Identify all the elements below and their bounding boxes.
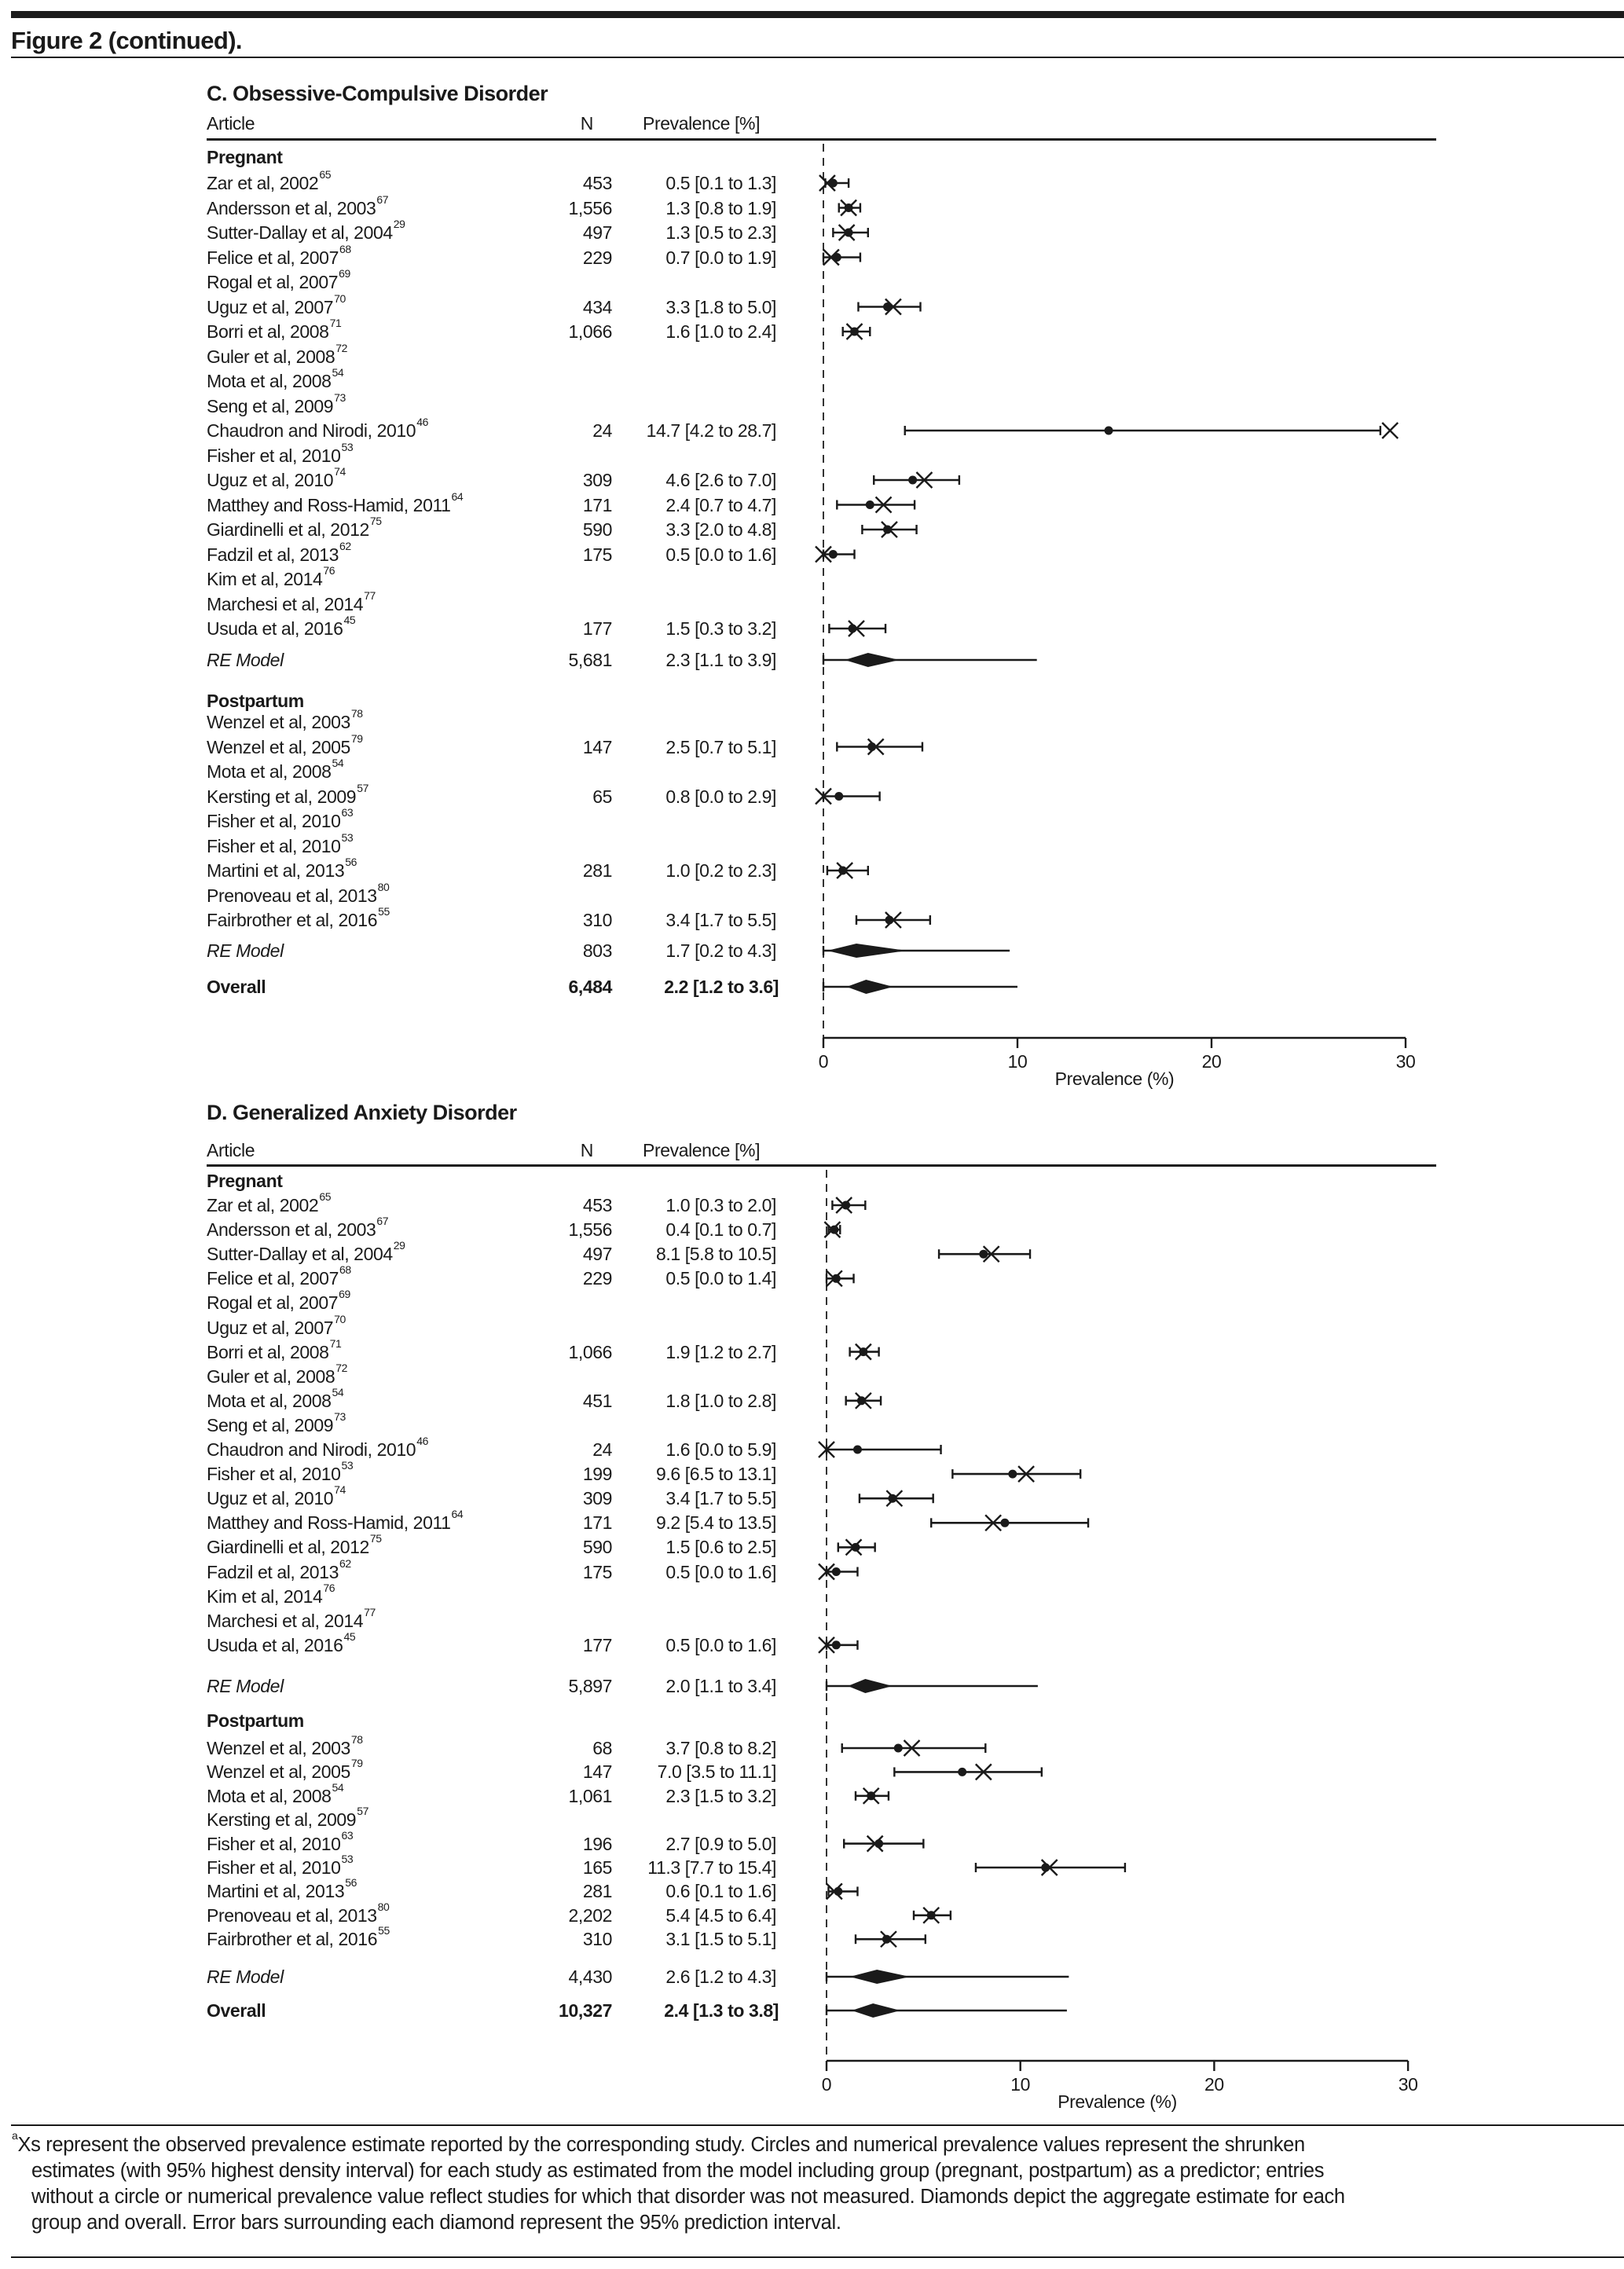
study-n: 175 [582,1561,612,1582]
study-reference: 54 [332,366,344,379]
study-prevalence: 1.3 [0.8 to 1.9] [665,197,776,218]
study-name: Fadzil et al, 2013 [207,544,339,565]
study-reference: 54 [332,1780,344,1794]
group-label: Postpartum [207,1710,304,1731]
overall-prevalence: 2.4 [1.3 to 3.8] [664,2000,779,2021]
overall-diamond [847,980,893,994]
study-prevalence: 0.8 [0.0 to 2.9] [665,786,776,807]
study-reference: 64 [451,1508,464,1521]
study-n: 177 [582,618,612,639]
study-name: Fairbrother et al, 2016 [207,1929,378,1950]
study-name: Uguz et al, 2010 [207,470,334,490]
study-name: Fisher et al, 2010 [207,445,341,466]
group-label: Postpartum [207,691,304,711]
study-reference: 73 [334,1409,346,1423]
shrunken-estimate-point [1105,427,1113,435]
study-name: Chaudron and Nirodi, 2010 [207,420,416,441]
group-label: Pregnant [207,147,283,167]
study-prevalence: 3.4 [1.7 to 5.5] [665,1488,776,1509]
study-reference: 68 [339,242,351,255]
re-model-diamond [827,944,907,958]
study-prevalence: 0.7 [0.0 to 1.9] [665,247,776,268]
overall-diamond [852,2003,900,2018]
study-reference: 53 [341,1459,354,1472]
x-tick-label: 10 [1010,2074,1031,2095]
study-name: Chaudron and Nirodi, 2010 [207,1439,416,1460]
study-n: 177 [582,1634,612,1655]
study-name: Wenzel et al, 2005 [207,736,350,757]
overall-n: 10,327 [559,2000,612,2021]
study-name: Giardinelli et al, 2012 [207,519,369,540]
re-model-prevalence: 2.6 [1.2 to 4.3] [665,1967,776,1987]
column-header-n: N [580,113,593,134]
study-name: Mota et al, 2008 [207,761,332,782]
study-prevalence: 3.1 [1.5 to 5.1] [665,1929,776,1950]
study-n: 1,066 [568,1341,612,1362]
study-name: Kersting et al, 2009 [207,1809,357,1831]
study-name: Kim et al, 2014 [207,569,323,589]
study-prevalence: 3.3 [1.8 to 5.0] [665,296,776,317]
re-model-label: RE Model [207,1967,284,1987]
study-name: Fisher et al, 2010 [207,835,341,856]
study-n: 171 [582,1512,612,1534]
study-reference: 57 [357,1805,368,1818]
study-name: Matthey and Ross-Hamid, 2011 [207,494,451,515]
study-reference: 57 [357,781,368,794]
study-prevalence: 0.5 [0.1 to 1.3] [665,173,776,193]
study-prevalence: 1.6 [0.0 to 5.9] [665,1439,776,1460]
x-axis-label: Prevalence (%) [1058,2091,1177,2112]
study-prevalence: 5.4 [4.5 to 6.4] [665,1904,776,1926]
study-reference: 54 [332,757,344,769]
shrunken-estimate-point [853,1446,862,1454]
re-model-prevalence: 2.3 [1.1 to 3.9] [665,650,776,670]
study-n: 309 [582,1488,612,1509]
study-reference: 53 [341,830,354,844]
study-reference: 69 [339,1288,350,1301]
panel-title: D. Generalized Anxiety Disorder [207,1101,517,1124]
study-name: Mota et al, 2008 [207,371,332,391]
x-axis-label: Prevalence (%) [1054,1069,1175,1089]
group-label: Pregnant [207,1171,283,1191]
column-header-article: Article [207,113,255,134]
study-reference: 54 [332,1385,344,1398]
study-reference: 55 [378,905,390,918]
study-n: 590 [582,519,612,540]
column-header-prevalence: Prevalence [%] [643,1140,761,1160]
re-model-label: RE Model [207,1676,284,1696]
study-name: Martini et al, 2013 [207,860,345,881]
study-prevalence: 0.5 [0.0 to 1.6] [665,1561,776,1582]
study-name: Guler et al, 2008 [207,346,335,367]
study-prevalence: 3.4 [1.7 to 5.5] [665,910,776,930]
study-n: 497 [582,222,612,243]
study-n: 497 [582,1244,612,1265]
study-reference: 62 [339,539,351,552]
study-prevalence: 0.5 [0.0 to 1.6] [665,1634,776,1655]
study-reference: 79 [350,1757,363,1770]
study-name: Andersson et al, 2003 [207,197,376,218]
study-n: 199 [582,1464,612,1485]
study-n: 24 [592,420,612,441]
footnote-marker: a [12,2129,18,2142]
study-name: Uguz et al, 2007 [207,296,334,317]
study-name: Rogal et al, 2007 [207,1292,339,1314]
study-n: 68 [592,1738,612,1758]
study-name: Marchesi et al, 2014 [207,1610,364,1631]
footnote-line-4: group and overall. Error bars surrounding each diamond represent the 95% prediction interval. [31,2212,841,2234]
study-name: Seng et al, 2009 [207,1414,334,1435]
shrunken-estimate-point [908,476,917,485]
study-n: 65 [592,786,612,807]
study-reference: 53 [341,440,354,453]
study-name: Rogal et al, 2007 [207,272,339,292]
study-prevalence: 2.3 [1.5 to 3.2] [665,1785,776,1806]
study-prevalence: 14.7 [4.2 to 28.7] [646,420,776,441]
study-reference: 62 [339,1556,351,1570]
study-name: Mota et al, 2008 [207,1390,332,1411]
study-prevalence: 3.3 [2.0 to 4.8] [665,519,776,540]
x-tick-label: 30 [1398,2074,1418,2095]
study-n: 1,556 [568,1219,612,1241]
study-reference: 70 [334,1312,346,1325]
study-name: Uguz et al, 2007 [207,1317,334,1338]
study-name: Fisher et al, 2010 [207,1857,341,1878]
study-reference: 69 [339,267,350,280]
shrunken-estimate-point [979,1250,988,1259]
column-header-prevalence: Prevalence [%] [643,113,761,134]
study-name: Felice et al, 2007 [207,247,339,268]
study-n: 453 [582,173,612,193]
shrunken-estimate-point [894,1744,903,1753]
study-reference: 77 [364,1605,376,1618]
study-reference: 80 [377,1900,390,1913]
study-reference: 46 [416,1435,428,1447]
study-name: Kersting et al, 2009 [207,786,357,807]
study-prevalence: 0.5 [0.0 to 1.6] [665,544,776,565]
study-name: Fisher et al, 2010 [207,1464,341,1485]
study-n: 453 [582,1195,612,1215]
study-reference: 45 [343,614,356,626]
study-n: 2,202 [568,1904,612,1926]
re-model-label: RE Model [207,650,284,670]
study-prevalence: 1.3 [0.5 to 2.3] [665,222,776,243]
study-name: Borri et al, 2008 [207,321,329,342]
study-reference: 73 [334,390,346,404]
study-prevalence: 7.0 [3.5 to 11.1] [657,1761,776,1783]
column-header-article: Article [207,1140,255,1160]
study-reference: 74 [334,1483,346,1497]
study-reference: 29 [393,1239,405,1252]
study-prevalence: 2.7 [0.9 to 5.0] [665,1833,776,1854]
footnote-line-2: estimates (with 95% highest density interval) for each study as estimated from the model including group (pregnant, postpartum) as a predictor; entries [31,2160,1325,2182]
study-n: 165 [582,1857,612,1878]
re-model-prevalence: 1.7 [0.2 to 4.3] [665,940,776,961]
x-tick-label: 30 [1395,1051,1416,1072]
study-name: Zar et al, 2002 [207,1195,319,1215]
column-header-n: N [580,1140,593,1160]
footnote-bottom-rule [11,2256,1624,2258]
footnote-top-rule [11,2124,1624,2126]
shrunken-estimate-point [1000,1519,1009,1527]
study-prevalence: 1.0 [0.3 to 2.0] [665,1195,776,1215]
study-n: 310 [582,910,612,930]
x-tick-label: 0 [818,1051,829,1072]
figure-title: Figure 2 (continued). [11,27,242,54]
study-reference: 77 [364,588,376,602]
study-n: 434 [582,296,612,317]
study-name: Usuda et al, 2016 [207,1634,343,1655]
study-name: Sutter-Dallay et al, 2004 [207,222,393,243]
study-n: 309 [582,470,612,490]
study-reference: 63 [341,806,354,819]
observed-estimate-x [1382,423,1398,438]
study-name: Wenzel et al, 2003 [207,712,350,732]
study-prevalence: 4.6 [2.6 to 7.0] [665,470,776,490]
study-reference: 71 [329,1336,342,1350]
study-prevalence: 1.5 [0.6 to 2.5] [665,1537,776,1558]
study-prevalence: 9.2 [5.4 to 13.5] [655,1512,776,1534]
study-name: Sutter-Dallay et al, 2004 [207,1244,393,1265]
study-reference: 76 [323,1581,335,1594]
study-name: Guler et al, 2008 [207,1365,335,1387]
re-model-diamond [850,1970,910,1984]
study-prevalence: 0.5 [0.0 to 1.4] [665,1268,776,1289]
study-reference: 64 [451,489,464,503]
study-n: 196 [582,1833,612,1854]
x-tick-label: 20 [1201,1051,1222,1072]
study-name: Martini et al, 2013 [207,1881,345,1902]
study-name: Fairbrother et al, 2016 [207,910,378,930]
study-reference: 56 [345,1876,357,1890]
study-n: 147 [582,736,612,757]
study-reference: 74 [334,465,346,478]
study-name: Fisher et al, 2010 [207,811,341,831]
footnote [11,2129,1614,2236]
re-model-n: 5,897 [568,1676,612,1696]
study-reference: 78 [350,707,363,720]
study-prevalence: 1.8 [1.0 to 2.8] [665,1390,776,1411]
study-prevalence: 2.5 [0.7 to 5.1] [665,736,776,757]
study-prevalence: 1.6 [1.0 to 2.4] [665,321,776,342]
study-reference: 79 [350,731,363,745]
study-name: Andersson et al, 2003 [207,1219,376,1241]
re-model-n: 5,681 [568,650,612,670]
study-n: 147 [582,1761,612,1783]
study-prevalence: 3.7 [0.8 to 8.2] [665,1738,776,1758]
study-reference: 68 [339,1263,351,1277]
study-name: Matthey and Ross-Hamid, 2011 [207,1512,451,1534]
study-name: Usuda et al, 2016 [207,618,343,639]
re-model-diamond [848,1679,893,1693]
study-reference: 72 [335,1361,348,1374]
study-name: Zar et al, 2002 [207,173,319,193]
study-n: 281 [582,860,612,881]
study-n: 1,066 [568,321,612,342]
footnote-text: Xs represent the observed prevalence estimate reported by the corresponding study. Circles and numerical prevalence values represent the shrunken [17,2134,1305,2156]
study-name: Mota et al, 2008 [207,1785,332,1806]
study-reference: 75 [369,515,382,527]
panel-title: C. Obsessive-Compulsive Disorder [207,82,548,105]
study-name: Uguz et al, 2010 [207,1488,334,1509]
study-reference: 78 [350,1733,363,1746]
study-reference: 71 [329,317,342,329]
shrunken-estimate-point [832,1567,841,1576]
study-reference: 55 [378,1924,390,1937]
footnote-line-3: without a circle or numerical prevalence value reflect studies for which that disorder was not measured. Diamonds depict the aggregate estimate for each [31,2186,1345,2208]
study-name: Borri et al, 2008 [207,1341,329,1362]
shrunken-estimate-point [866,500,874,509]
study-name: Kim et al, 2014 [207,1585,323,1607]
study-name: Prenoveau et al, 2013 [207,885,377,906]
study-n: 590 [582,1537,612,1558]
overall-n: 6,484 [568,977,612,997]
study-n: 229 [582,1268,612,1289]
study-n: 1,061 [568,1785,612,1806]
shrunken-estimate-point [832,1640,841,1649]
overall-label: Overall [207,977,266,997]
study-name: Fadzil et al, 2013 [207,1561,339,1582]
study-prevalence: 2.4 [0.7 to 4.7] [665,494,776,515]
re-model-n: 4,430 [568,1967,612,1987]
study-prevalence: 11.3 [7.7 to 15.4] [647,1857,776,1878]
study-prevalence: 9.6 [6.5 to 13.1] [655,1464,776,1485]
study-prevalence: 0.6 [0.1 to 1.6] [665,1881,776,1902]
study-name: Felice et al, 2007 [207,1268,339,1289]
re-model-prevalence: 2.0 [1.1 to 3.4] [665,1676,776,1696]
study-name: Marchesi et al, 2014 [207,593,364,614]
shrunken-estimate-point [834,792,843,801]
study-reference: 76 [323,564,335,577]
study-reference: 65 [319,168,332,181]
overall-prevalence: 2.2 [1.2 to 3.6] [664,977,779,997]
study-prevalence: 0.4 [0.1 to 0.7] [665,1219,776,1241]
study-reference: 29 [393,218,405,230]
study-n: 171 [582,494,612,515]
study-reference: 70 [334,291,346,305]
study-n: 281 [582,1881,612,1902]
study-reference: 46 [416,416,428,428]
study-reference: 56 [345,856,357,868]
x-tick-label: 0 [821,2074,832,2095]
study-reference: 67 [376,1215,389,1228]
re-model-diamond [845,653,899,667]
study-name: Giardinelli et al, 2012 [207,1537,369,1558]
shrunken-estimate-point [958,1768,966,1776]
study-reference: 72 [335,341,348,354]
study-reference: 63 [341,1828,354,1842]
study-n: 229 [582,247,612,268]
study-prevalence: 1.0 [0.2 to 2.3] [665,860,776,881]
footnote-line-1 [11,2129,1614,2158]
study-name: Wenzel et al, 2005 [207,1761,350,1783]
study-name: Seng et al, 2009 [207,395,334,416]
x-tick-label: 20 [1204,2074,1224,2095]
study-name: Fisher et al, 2010 [207,1833,341,1854]
study-name: Prenoveau et al, 2013 [207,1904,377,1926]
study-reference: 45 [343,1629,356,1643]
study-reference: 65 [319,1190,332,1203]
study-n: 175 [582,544,612,565]
study-n: 1,556 [568,197,612,218]
shrunken-estimate-point [1008,1470,1017,1479]
study-n: 310 [582,1929,612,1950]
overall-label: Overall [207,2000,266,2021]
study-reference: 75 [369,1532,382,1545]
re-model-n: 803 [582,940,612,961]
study-n: 451 [582,1390,612,1411]
study-n: 24 [592,1439,612,1460]
study-reference: 53 [341,1853,354,1865]
study-reference: 80 [377,880,390,893]
study-reference: 67 [376,192,389,206]
re-model-label: RE Model [207,940,284,961]
study-prevalence: 8.1 [5.8 to 10.5] [655,1244,776,1265]
study-prevalence: 1.5 [0.3 to 3.2] [665,618,776,639]
study-prevalence: 1.9 [1.2 to 2.7] [665,1341,776,1362]
study-name: Wenzel et al, 2003 [207,1738,350,1758]
shrunken-estimate-point [829,550,838,559]
x-tick-label: 10 [1007,1051,1028,1072]
